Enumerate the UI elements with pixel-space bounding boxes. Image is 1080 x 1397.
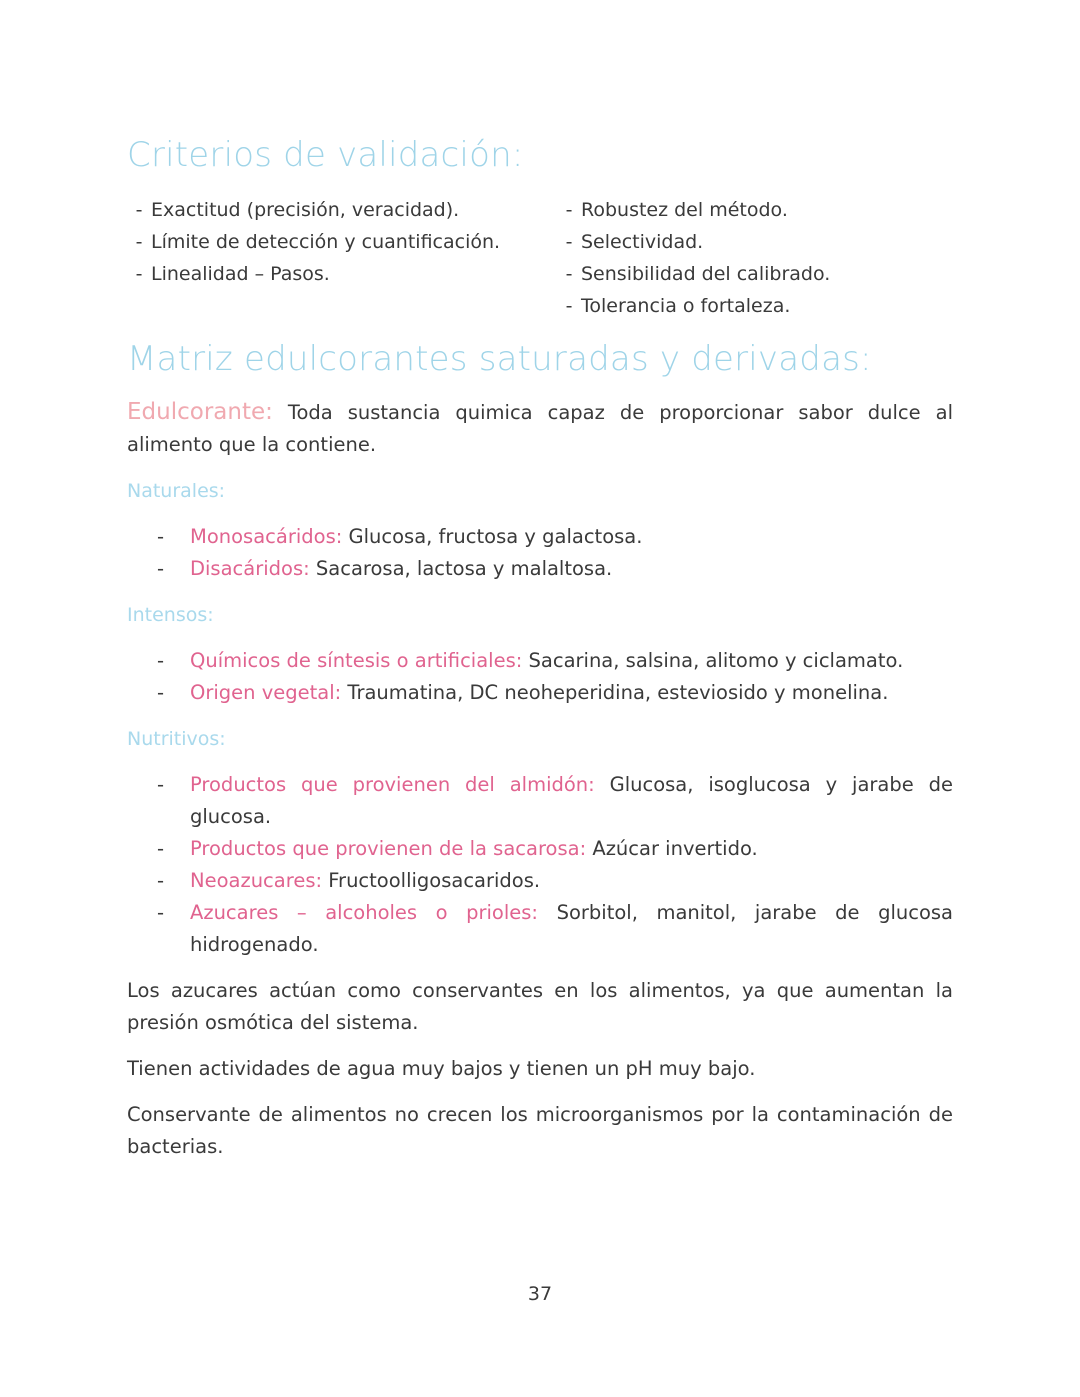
list-item-text: Sensibilidad del calibrado. (581, 263, 831, 285)
page-number: 37 (527, 1283, 553, 1305)
list-dash: - (135, 263, 143, 285)
list-dash: - (135, 199, 143, 221)
list-item-text: Robustez del método. (581, 199, 788, 221)
list-dash: - (135, 231, 143, 253)
list-item-text: Límite de detección y cuantificación. (151, 231, 501, 253)
definition-text: Toda sustancia quimica capaz de proporcionar sabor dulce al alimento que la contiene. (127, 401, 953, 456)
list-item (557, 290, 953, 322)
list-item-body (190, 645, 953, 677)
item-term: Productos que provienen del almidón: (190, 773, 595, 796)
list-naturales (127, 521, 953, 585)
body-paragraph: Tienen actividades de agua muy bajos y tienen un pH muy bajo. (127, 1057, 756, 1080)
list-item-text: Exactitud (precisión, veracidad). (151, 199, 460, 221)
list-item (127, 194, 557, 226)
list-item (127, 645, 953, 677)
item-text: Fructoolligosacaridos. (328, 869, 541, 892)
list-dash: - (157, 773, 165, 796)
list-item (127, 677, 953, 709)
list-dash: - (565, 295, 573, 317)
list-item (557, 194, 953, 226)
list-item (127, 833, 953, 865)
body-paragraph: Los azucares actúan como conservantes en los alimentos, ya que aumentan la presión osmótica del sistema. (127, 979, 953, 1034)
item-term: Disacáridos: (190, 557, 310, 580)
list-item (127, 258, 557, 290)
list-item (127, 521, 953, 553)
item-term: Monosacáridos: (190, 525, 343, 548)
item-term: Productos que provienen de la sacarosa: (190, 837, 587, 860)
criterios-heading: Criterios de validación: (127, 135, 524, 175)
group-heading-intensos: Intensos: (127, 604, 214, 626)
list-item-body (190, 521, 953, 553)
item-term: Químicos de síntesis o artificiales: (190, 649, 523, 672)
list-intensos (127, 645, 953, 709)
list-item-text: Selectividad. (581, 231, 704, 253)
list-item (127, 865, 953, 897)
list-item (127, 553, 953, 585)
list-item-body (190, 897, 953, 961)
list-nutritivos (127, 769, 953, 961)
list-dash: - (565, 199, 573, 221)
list-item-text: Linealidad – Pasos. (151, 263, 330, 285)
list-item (557, 258, 953, 290)
list-item-body (190, 553, 953, 585)
item-text: Glucosa, isoglucosa y jarabe de glucosa. (190, 773, 953, 828)
criterios-columns (127, 194, 953, 322)
definition-paragraph (127, 396, 953, 461)
item-term: Neoazucares: (190, 869, 323, 892)
item-text: Sacarina, salsina, alitomo y ciclamato. (528, 649, 904, 672)
list-dash: - (157, 681, 165, 704)
body-paragraph: Conservante de alimentos no crecen los microorganismos por la contaminación de bacterias. (127, 1103, 953, 1158)
list-dash: - (565, 231, 573, 253)
matriz-heading: Matriz edulcorantes saturadas y derivadas: (127, 339, 872, 379)
list-dash: - (157, 649, 165, 672)
list-item (127, 769, 953, 833)
list-dash: - (157, 557, 165, 580)
definition-term: Edulcorante: (127, 399, 273, 425)
page-content (127, 130, 953, 1163)
list-item (557, 226, 953, 258)
list-dash: - (157, 901, 165, 924)
item-text: Glucosa, fructosa y galactosa. (348, 525, 643, 548)
criterios-left-column (127, 194, 557, 322)
list-dash: - (157, 869, 165, 892)
list-item-text: Tolerancia o fortaleza. (581, 295, 791, 317)
list-dash: - (565, 263, 573, 285)
list-item-body (190, 833, 953, 865)
item-term: Azucares – alcoholes o prioles: (190, 901, 539, 924)
item-term: Origen vegetal: (190, 681, 342, 704)
list-item-body (190, 677, 953, 709)
item-text: Sorbitol, manitol, jarabe de glucosa hidrogenado. (190, 901, 954, 956)
criterios-right-column (557, 194, 953, 322)
item-text: Sacarosa, lactosa y malaltosa. (315, 557, 613, 580)
item-text: Azúcar invertido. (592, 837, 758, 860)
list-dash: - (157, 525, 165, 548)
item-text: Traumatina, DC neoheperidina, esteviosido y monelina. (347, 681, 889, 704)
group-heading-naturales: Naturales: (127, 480, 226, 502)
list-item (127, 897, 953, 961)
list-item-body (190, 865, 953, 897)
list-dash: - (157, 837, 165, 860)
list-item-body (190, 769, 953, 833)
list-item (127, 226, 557, 258)
group-heading-nutritivos: Nutritivos: (127, 728, 226, 750)
